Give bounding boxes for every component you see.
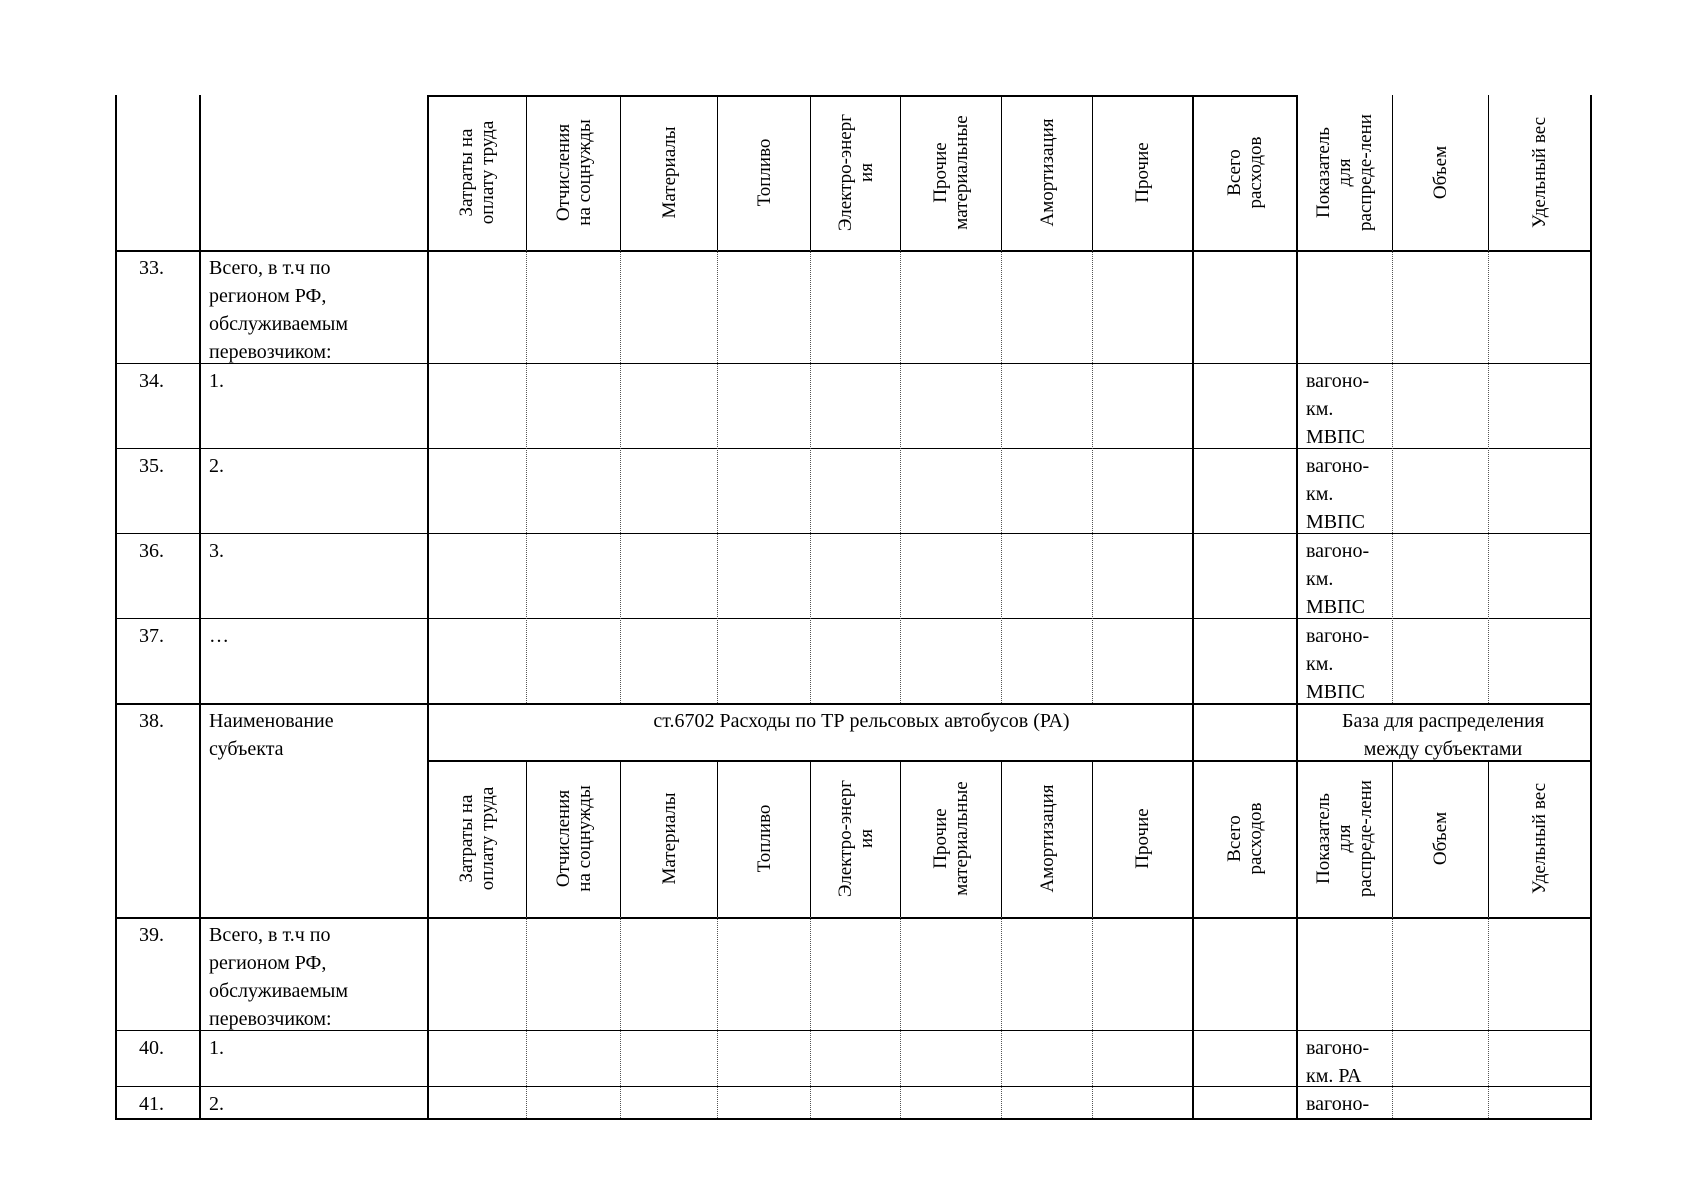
row-number: 41.	[139, 1093, 164, 1115]
row-name: Всего, в т.ч по регионом РФ, обслуживаемым перевозчиком:	[209, 924, 348, 1030]
rule-table-bottom	[115, 1118, 1590, 1120]
rule-col-inner	[1001, 95, 1002, 250]
rule-col-inner-dotted	[1488, 250, 1489, 703]
header1-col-header	[1394, 98, 1487, 247]
row-number: 39.	[139, 924, 164, 946]
rule-col-inner	[810, 760, 811, 917]
row-indicator: вагоно-	[1306, 1093, 1370, 1115]
col-header-label: Амортизация	[1036, 784, 1058, 893]
rule-col-inner	[810, 95, 811, 250]
row-name: Всего, в т.ч по регионом РФ, обслуживаемым перевозчиком:	[209, 257, 348, 363]
col-header-label: Топливо	[753, 804, 775, 873]
col-header-label: Прочие материальные	[930, 115, 972, 230]
row-number: 35.	[139, 455, 164, 477]
rule-col-inner-dotted	[717, 250, 718, 703]
rule-col-inner-dotted	[717, 917, 718, 1118]
rule-col-inner-dotted	[1001, 917, 1002, 1118]
cost-section-title: ст.6702 Расходы по ТР рельсовых автобусов (РА)	[653, 710, 1070, 732]
header1-col-header	[429, 98, 525, 247]
rule-col-inner	[1392, 760, 1393, 917]
rule-col-inner	[900, 760, 901, 917]
rule-col-inner	[1488, 760, 1489, 917]
rule-col-inner-dotted	[1488, 917, 1489, 1118]
header2-col-header	[1394, 763, 1487, 914]
row-indicator: вагоно- км. РА	[1306, 1037, 1370, 1087]
header1-col-header	[719, 98, 809, 247]
rule-col-inner-dotted	[620, 250, 621, 703]
header1-col-header	[1003, 98, 1091, 247]
rule-col-inner	[526, 760, 527, 917]
row-indicator: вагоно- км. МВПС	[1306, 455, 1370, 533]
rule-col-inner	[620, 760, 621, 917]
col-header-label: Удельный вес	[1529, 782, 1550, 895]
header2-col-header	[719, 763, 809, 914]
rule-col-left	[115, 95, 117, 1120]
col-header-label: Амортизация	[1036, 118, 1058, 227]
col-header-label: Удельный вес	[1529, 116, 1550, 229]
col-header-label: Материалы	[658, 792, 680, 885]
rule-col-inner	[1092, 760, 1093, 917]
col-header-label: Объем	[1430, 811, 1451, 866]
header1-col-header	[1094, 98, 1191, 247]
header2-col-header	[622, 763, 716, 914]
row-name: 1.	[209, 1037, 224, 1059]
rule-col-inner	[1092, 95, 1093, 250]
base-section-title: База для распределения между субъектами	[1341, 710, 1545, 760]
col-header-label: Показатель для распреде-лени	[1313, 780, 1376, 897]
rule-col-right	[1590, 95, 1592, 1120]
rule-col-inner-dotted	[1092, 250, 1093, 703]
rule-col-inner-dotted	[900, 917, 901, 1118]
header2-col-header	[812, 763, 899, 914]
header2-col-header	[1194, 763, 1295, 914]
header2-col-header	[1003, 763, 1091, 914]
col-header-label: Электро-энерг ия	[834, 779, 877, 898]
col-header-label: Прочие	[1132, 142, 1153, 203]
rule-header2-bottom	[115, 917, 1590, 919]
row-indicator: вагоно- км. МВПС	[1306, 370, 1370, 448]
row-indicator: вагоно- км. МВПС	[1306, 625, 1370, 703]
col-header-label: Всего расходов	[1223, 802, 1266, 875]
rule-col-inner	[620, 95, 621, 250]
col-header-label: Затраты на оплату труда	[456, 786, 498, 891]
rule-col-inner	[1001, 760, 1002, 917]
rule-col-total	[1192, 95, 1194, 1120]
header1-col-header	[1194, 98, 1295, 247]
row-name: 2.	[209, 455, 224, 477]
row-name: …	[209, 625, 229, 647]
rule-header1-bottom	[427, 95, 1296, 97]
header2-col-header	[1298, 763, 1391, 914]
rule-col-inner-dotted	[810, 250, 811, 703]
header1-col-header	[1490, 98, 1589, 247]
rule-col-inner-dotted	[810, 917, 811, 1118]
rule-col-inner-dotted	[526, 250, 527, 703]
row-number: 36.	[139, 540, 164, 562]
col-header-label: Показатель для распреде-лени	[1313, 114, 1376, 231]
rule-col-inner-dotted	[1001, 250, 1002, 703]
rule-col-inner	[717, 95, 718, 250]
rule-col-inner	[1488, 95, 1489, 250]
rule-col-inner	[1392, 95, 1393, 250]
row-name: 1.	[209, 370, 224, 392]
rule-col-num	[199, 95, 201, 1120]
col-header-label: Электро-энерг ия	[834, 113, 877, 232]
col-header-label: Затраты на оплату труда	[456, 120, 498, 225]
rule-header1-bottom	[115, 250, 1590, 252]
cost-distribution-table	[115, 95, 1590, 1115]
section-name-label: Наименование субъекта	[209, 710, 334, 760]
rule-col-inner	[900, 95, 901, 250]
row-indicator: вагоно- км. МВПС	[1306, 540, 1370, 618]
rule-col-name	[427, 95, 429, 1120]
rule-col-inner-dotted	[620, 917, 621, 1118]
header2-col-header	[1490, 763, 1589, 914]
header2-col-header	[429, 763, 525, 914]
col-header-label: Объем	[1430, 145, 1451, 200]
rule-col-inner	[526, 95, 527, 250]
header2-col-header	[528, 763, 619, 914]
col-header-label: Отчисления на соцнужды	[552, 119, 595, 226]
row-number: 34.	[139, 370, 164, 392]
col-header-label: Материалы	[658, 126, 680, 219]
header1-col-header	[1298, 98, 1391, 247]
rule-col-inner	[717, 760, 718, 917]
row-number: 38.	[139, 710, 164, 732]
row-number: 33.	[139, 257, 164, 279]
header1-col-header	[528, 98, 619, 247]
header1-col-header	[902, 98, 1000, 247]
col-header-label: Отчисления на соцнужды	[552, 785, 595, 892]
header2-col-header	[902, 763, 1000, 914]
row-name: 3.	[209, 540, 224, 562]
rule-col-base	[1296, 95, 1298, 1120]
row-name: 2.	[209, 1093, 224, 1115]
col-header-label: Всего расходов	[1223, 136, 1266, 209]
col-header-label: Прочие материальные	[930, 781, 972, 896]
rule-col-inner-dotted	[526, 917, 527, 1118]
header2-col-header	[1094, 763, 1191, 914]
header1-col-header	[622, 98, 716, 247]
col-header-label: Топливо	[753, 138, 775, 207]
row-number: 40.	[139, 1037, 164, 1059]
header1-col-header	[812, 98, 899, 247]
rule-col-inner-dotted	[900, 250, 901, 703]
col-header-label: Прочие	[1132, 808, 1153, 869]
row-number: 37.	[139, 625, 164, 647]
rule-col-inner-dotted	[1092, 917, 1093, 1118]
